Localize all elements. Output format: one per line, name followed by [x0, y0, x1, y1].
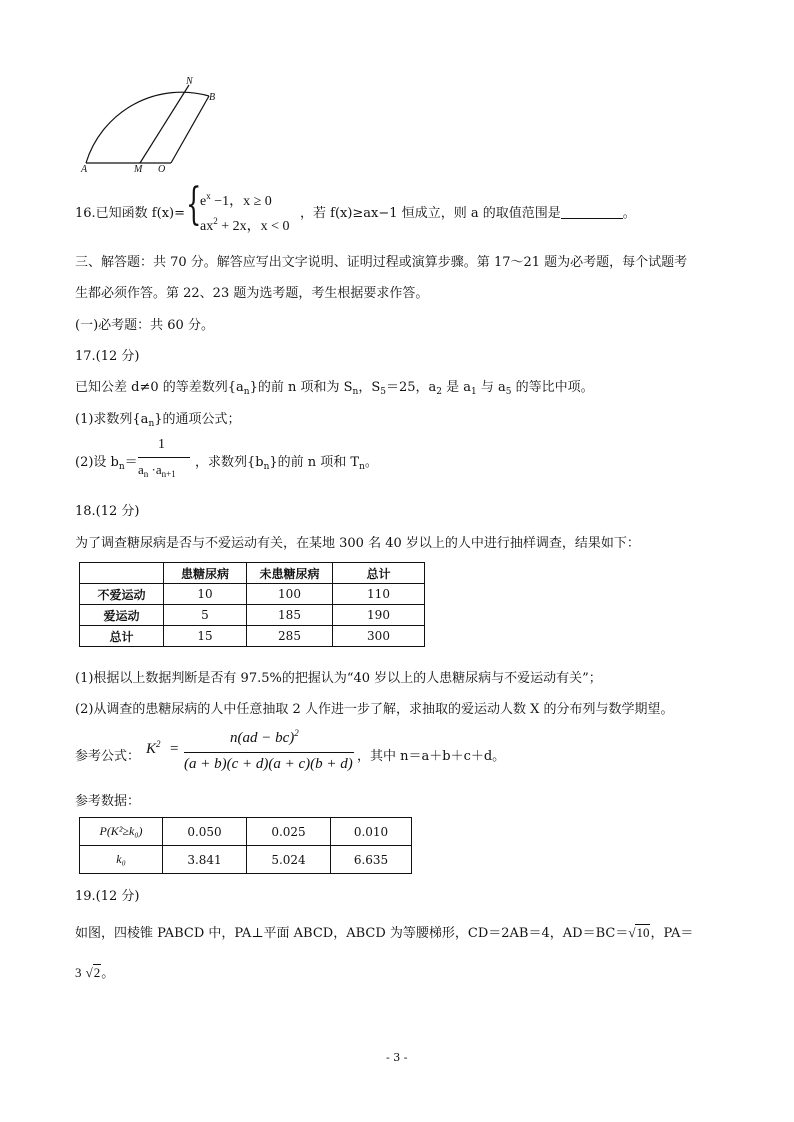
segment-MN [140, 85, 189, 163]
q18-part1: (1)根据以上数据判断是否有 97.5%的把握认为“40 岁以上的人患糖尿病与不爱运动有关”； [75, 671, 602, 686]
q17-frac-den: $a_n \cdot a_{n+1}$ [138, 462, 176, 479]
sqrt-2: 2 [93, 965, 101, 980]
q18-formula-num: n(ad − bc)$^2$ [230, 728, 299, 746]
page-number: - 3 - [386, 1051, 408, 1064]
table-cell: 6.635 [331, 846, 412, 874]
table-row [80, 584, 425, 605]
table-cell: P(K²≥k₀) [80, 818, 163, 846]
q19-line2: 3 √2。 [75, 965, 115, 981]
label-O: O [158, 164, 166, 175]
label-B: B [209, 92, 216, 103]
q19-line1: 如图，四棱锥 PABCD 中，PA⊥平面 ABCD，ABCD 为等腰梯形，CD＝2AB＝4，AD＝BC＝√10，PA＝ [75, 925, 694, 941]
q19-header: 19.(12 分) [75, 889, 140, 904]
q16-suffix: ，若 f(x)≥ax−1 恒成立，则 a 的取值范围是 。 [300, 206, 636, 221]
q17-frac-num: 1 [158, 437, 165, 452]
table-cell: 15 [164, 626, 247, 647]
table-cell: 0.025 [247, 818, 331, 846]
sector-figure [78, 74, 228, 180]
table-cell: 不爱运动 [80, 584, 164, 605]
table-cell: 5.024 [247, 846, 331, 874]
label-M: M [134, 164, 143, 175]
q18-formula-den: (a + b)(c + d)(a + c)(b + d) [184, 756, 353, 772]
table-cell: k₀ [80, 846, 163, 874]
label-A: A [81, 164, 88, 175]
sector-radius-OB [171, 96, 209, 163]
table-cell: 185 [247, 605, 333, 626]
q18-formula-suffix: ，其中 n＝a＋b＋c＋d。 [357, 749, 506, 764]
table-cell: 0.050 [163, 818, 247, 846]
q17-frac-line [138, 457, 190, 458]
table-cell: 110 [333, 584, 425, 605]
table-cell: 300 [333, 626, 425, 647]
table-row [80, 605, 425, 626]
table-header-row [80, 563, 425, 584]
answer-blank [561, 206, 623, 219]
table-cell: 285 [247, 626, 333, 647]
table-header-cell: 患糖尿病 [164, 563, 247, 584]
q16-case2: $ax^2 + 2x$，x < 0 [200, 216, 290, 234]
section3-required: (一)必考题：共 60 分。 [75, 318, 214, 333]
reference-table [79, 817, 412, 874]
survey-table [79, 562, 425, 647]
sqrt-10: 10 [636, 925, 650, 940]
q17-part2-suffix: ，求数列$\{b_n\}$的前 n 项和 $T_n$。 [195, 455, 378, 472]
q16-brace: { [186, 179, 202, 230]
table-row [80, 818, 412, 846]
q17-stem: 已知公差 d≠0 的等差数列$\{a_n\}$的前 n 项和为 $S_n$，$S_5=25$，$a_2$ 是 $a_1$ 与 $a_5$ 的等比中项。 [75, 380, 594, 397]
q17-part1: (1)求数列$\{a_n\}$的通项公式； [75, 412, 241, 429]
q18-formula-label: 参考公式： [75, 749, 141, 764]
q17-part2-prefix: (2)设 $b_n=$ [75, 455, 138, 472]
table-cell: 总计 [80, 626, 164, 647]
table-cell: 3.841 [163, 846, 247, 874]
q16-case1: $e^x -1$，x ≥ 0 [200, 191, 272, 209]
q17-header: 17.(12 分) [75, 349, 140, 364]
table-cell: 100 [247, 584, 333, 605]
table-row [80, 846, 412, 874]
q16-prefix: 16.已知函数 f(x)= [75, 206, 185, 221]
q18-formula-eq: = [170, 741, 179, 757]
table-row [80, 626, 425, 647]
table-header-cell: 未患糖尿病 [247, 563, 333, 584]
q18-part2: (2)从调查的患糖尿病的人中任意抽取 2 人作进一步了解，求抽取的爱运动人数 X 的分布列与数学期望。 [75, 702, 674, 717]
label-N: N [186, 76, 193, 87]
section3-line1: 三、解答题：共 70 分。解答应写出文字说明、证明过程或演算步骤。第 17～21 题为必考题，每个试题考 [75, 255, 688, 270]
table-cell: 10 [164, 584, 247, 605]
table-cell: 5 [164, 605, 247, 626]
q18-ref-label: 参考数据： [75, 794, 141, 809]
table-header-cell: 总计 [333, 563, 425, 584]
q18-header: 18.(12 分) [75, 504, 140, 519]
table-header-cell [80, 563, 164, 584]
q18-stem: 为了调查糖尿病是否与不爱运动有关，在某地 300 名 40 岁以上的人中进行抽样调查，结果如下： [75, 536, 640, 551]
q18-formula-line [184, 752, 354, 753]
table-cell: 0.010 [331, 818, 412, 846]
section3-line2: 生都必须作答。第 22、23 题为选考题，考生根据要求作答。 [75, 286, 429, 301]
q18-formula-lhs: $K^2$ [146, 739, 161, 757]
table-cell: 爱运动 [80, 605, 164, 626]
table-cell: 190 [333, 605, 425, 626]
